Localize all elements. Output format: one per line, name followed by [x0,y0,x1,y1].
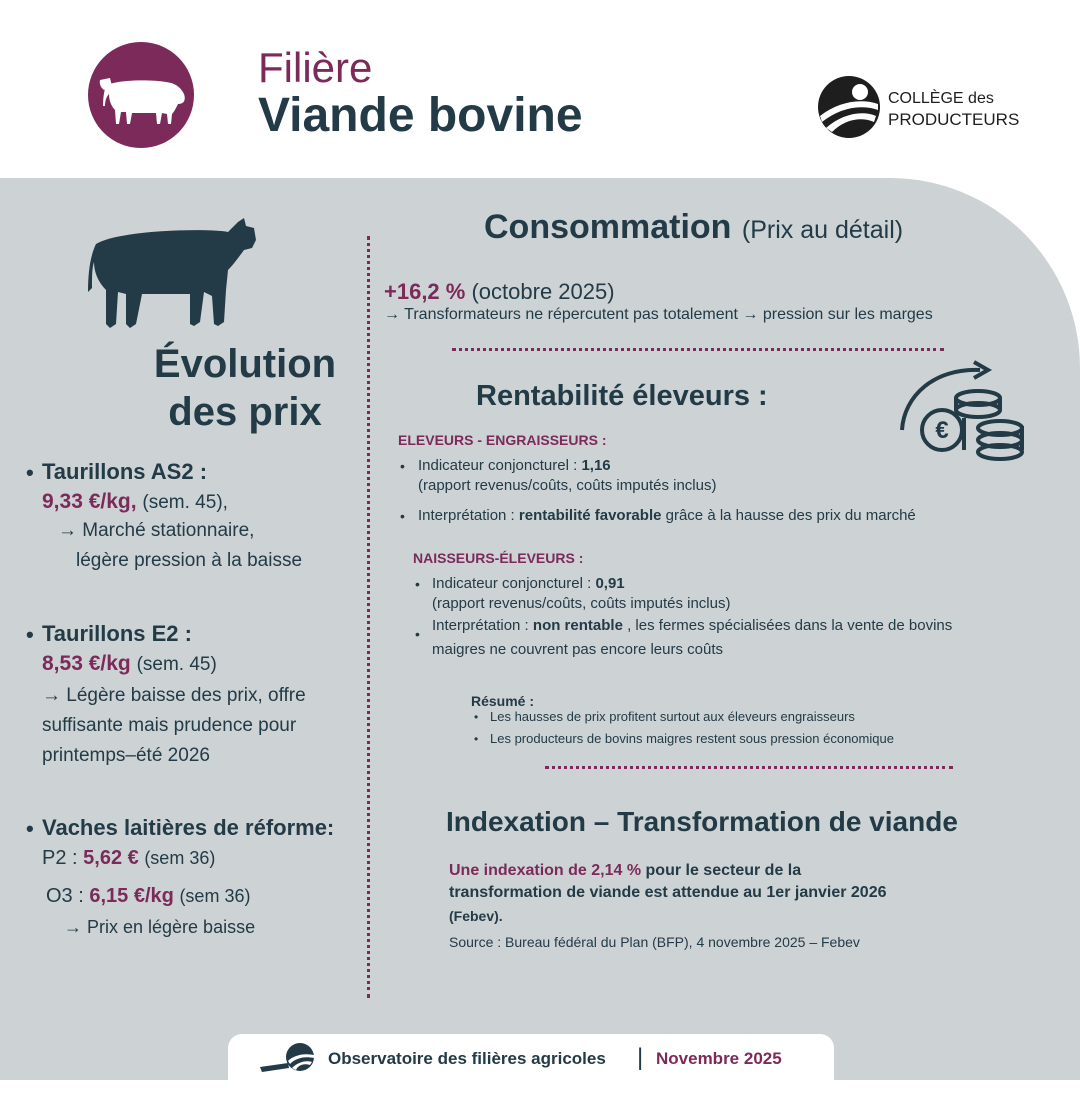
logo-text-college: COLLÈGE [888,90,964,107]
indexation-highlight: Une indexation de 2,14 % [449,862,642,879]
rentabilite-title: Rentabilité éleveurs : [476,380,768,412]
footer-bar [228,1034,834,1094]
observatoire-logo-icon [258,1041,318,1075]
indexation-text-line2: transformation de viande est attendue au 1er janvier 2026 [449,884,887,901]
item1-period: (sem. 45), [142,492,228,513]
bullet-dot: • [26,816,34,841]
column-divider [367,236,370,998]
list-bullet: • [400,458,405,474]
list-bullet: • [415,626,420,642]
logo-text-producteurs: PRODUCTEURS [888,110,1020,129]
item2-price: 8,53 €/kg [42,652,131,675]
list-bullet: • [474,732,479,746]
item3-p2-price: 5,62 € [83,847,139,869]
group2-indicator-note: (rapport revenus/coûts, coûts imputés inclus) [432,595,731,612]
item3-p2-period: (sem 36) [144,848,216,868]
divider-dots [452,348,944,351]
item3-o3-price: 6,15 €/kg [89,885,174,907]
college-logo-icon [816,74,882,140]
consommation-value: +16,2 % [384,279,466,304]
footer-label: Observatoire des filières agricoles [328,1049,606,1068]
divider-dots [545,766,953,769]
item1-title: Taurillons AS2 : [42,459,208,484]
college-logo [816,74,1056,144]
consommation-period: (octobre 2025) [471,279,615,304]
group2-indicator-label: Indicateur conjoncturel : [432,575,592,592]
item1-price: 9,33 €/kg, [42,490,137,513]
item3-o3-label: O3 : [46,885,84,907]
group2-interp-bold: non rentable [532,617,623,634]
indexation-text-line3: (Febev). [449,908,503,924]
coins-euro-icon [894,360,1034,464]
item1-note-line2: légère pression à la baisse [76,550,303,571]
group1-indicator-value: 1,16 [581,457,611,474]
left-heading-line1: Évolution [153,342,337,386]
indexation-text-line1: pour le secteur de la [645,862,802,879]
group1-interp-bold: rentabilité favorable [518,507,662,524]
item3-o3-period: (sem 36) [179,886,251,906]
group2-indicator-value: 0,91 [595,575,625,592]
logo-text-des: des [968,90,994,107]
list-bullet: • [474,710,479,724]
item2-note-line3: printemps–été 2026 [42,745,210,766]
bullet-dot: • [26,622,34,647]
item2-title: Taurillons E2 : [42,621,192,646]
item3-note-line1: → Prix en légère baisse [64,917,256,937]
left-heading-line2: des prix [168,390,322,434]
indexation-title: Indexation – Transformation de viande [446,806,958,837]
item2-note-line2: suffisante mais prudence pour [42,715,297,736]
item2-period: (sem. 45) [136,654,217,675]
group2-interp-line2: maigres ne couvrent pas encore leurs coûts [432,641,723,658]
group1-interp-label: Interprétation : [418,507,515,524]
header-cow-badge [88,42,194,148]
item3-title: Vaches laitières de réforme: [42,815,335,840]
resume-item-2: Les producteurs de bovins maigres restent sous pression économique [490,731,894,746]
group2-interp-label: Interprétation : [432,617,529,634]
indexation-source: Source : Bureau fédéral du Plan (BFP), 4 novembre 2025 – Febev [449,934,860,950]
resume-item-1: Les hausses de prix profitent surtout aux éleveurs engraisseurs [490,709,855,724]
item3-p2-label: P2 : [42,847,78,869]
cow-icon [88,42,194,148]
header-title-line1: Filière [258,44,373,91]
footer-date: Novembre 2025 [656,1049,782,1068]
list-bullet: • [415,576,420,592]
large-cow-icon [88,214,258,334]
footer-separator: | [637,1044,644,1071]
group2-interp-rest: , les fermes spécialisées dans la vente de bovins [627,617,953,634]
resume-title: Résumé : [471,693,535,709]
group2-heading: NAISSEURS-ÉLEVEURS : [413,550,584,566]
list-bullet: • [400,508,405,524]
header-title-line2: Viande bovine [258,89,583,142]
consommation-note: → Transformateurs ne répercutent pas totalement → pression sur les marges [384,306,933,323]
group1-indicator-note: (rapport revenus/coûts, coûts imputés inclus) [418,477,717,494]
consommation-subtitle: (Prix au détail) [741,216,904,244]
svg-text:€: € [935,417,949,444]
group1-interp-rest: grâce à la hausse des prix du marché [665,507,916,524]
group1-indicator-label: Indicateur conjoncturel : [418,457,578,474]
bullet-dot: • [26,460,34,485]
item1-note-line1: → Marché stationnaire, [58,520,255,541]
group1-heading: ELEVEURS - ENGRAISSEURS : [398,432,607,448]
item2-note-line1: → Légère baisse des prix, offre [42,685,306,706]
consommation-title: Consommation [484,208,732,246]
